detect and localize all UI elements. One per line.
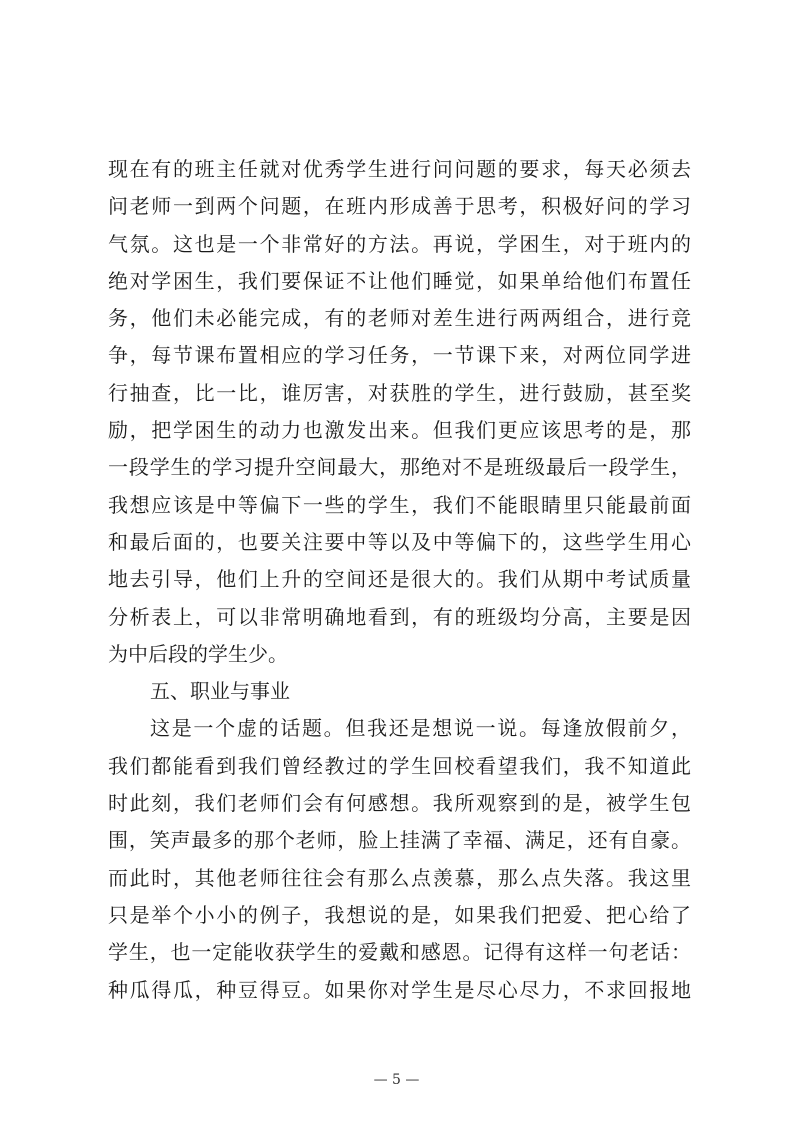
text-line: 和最后面的，也要关注要中等以及中等偏下的，这些学生用心 — [108, 529, 691, 554]
text-line: 而此时，其他老师往往会有那么点羡慕，那么点失落。我这里 — [108, 865, 691, 890]
paragraph — [108, 710, 691, 1008]
text-line: 只是举个小小的例子，我想说的是，如果我们把爱、把心给了 — [108, 902, 691, 927]
text-line: 现在有的班主任就对优秀学生进行问问题的要求，每天必须去 — [108, 157, 691, 181]
section-heading: 五、职业与事业 — [150, 679, 290, 704]
text-line: 种瓜得瓜，种豆得豆。如果你对学生是尽心尽力，不求回报地 — [108, 977, 691, 1002]
text-line: 励，把学困生的动力也激发出来。但我们更应该思考的是，那 — [108, 418, 691, 443]
paragraph — [108, 151, 691, 673]
text-line: 问老师一到两个问题，在班内形成善于思考，积极好问的学习 — [108, 194, 691, 219]
text-line: 这是一个虚的话题。但我还是想说一说。每逢放假前夕， — [150, 716, 691, 741]
text-line: 我想应该是中等偏下一些的学生，我们不能眼睛里只能最前面 — [108, 492, 691, 517]
text-line: 争，每节课布置相应的学习任务，一节课下来，对两位同学进 — [108, 343, 691, 368]
text-line: 围，笑声最多的那个老师，脸上挂满了幸福、满足，还有自豪。 — [108, 828, 691, 853]
text-line: 一段学生的学习提升空间最大，那绝对不是班级最后一段学生， — [108, 455, 691, 480]
text-line: 我们都能看到我们曾经教过的学生回校看望我们，我不知道此 — [108, 753, 691, 778]
text-line: 绝对学困生，我们要保证不让他们睡觉，如果单给他们布置任 — [108, 268, 691, 293]
document-body — [108, 151, 691, 1009]
text-line: 地去引导，他们上升的空间还是很大的。我们从期中考试质量 — [108, 567, 691, 592]
text-line: 为中后段的学生少。 — [108, 641, 288, 666]
text-line: 时此刻，我们老师们会有何感想。我所观察到的是，被学生包 — [108, 791, 691, 816]
text-line: 气氛。这也是一个非常好的方法。再说，学困生，对于班内的 — [108, 231, 691, 256]
text-line: 行抽查，比一比，谁厉害，对获胜的学生，进行鼓励，甚至奖 — [108, 380, 691, 405]
page-number: — 5 — — [373, 1072, 420, 1088]
text-line: 学生，也一定能收获学生的爱戴和感恩。记得有这样一句老话： — [108, 940, 691, 965]
text-line: 分析表上，可以非常明确地看到，有的班级均分高，主要是因 — [108, 604, 691, 629]
text-line: 务，他们未必能完成，有的老师对差生进行两两组合，进行竞 — [108, 306, 691, 331]
